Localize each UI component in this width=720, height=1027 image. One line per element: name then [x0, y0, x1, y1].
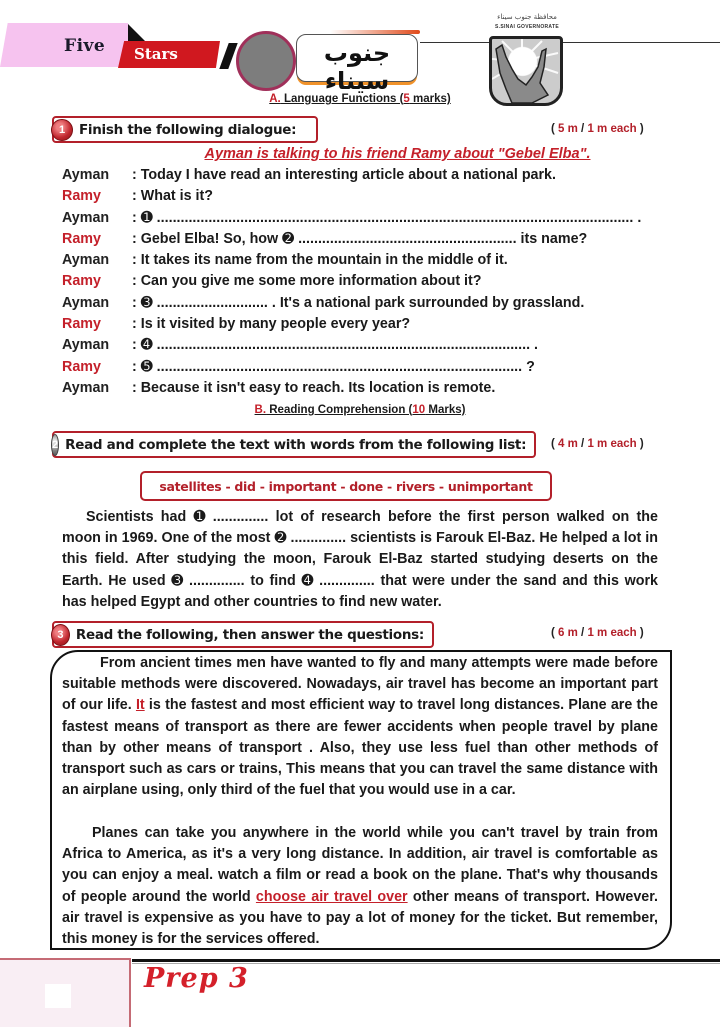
brand-name-five: Five [64, 36, 106, 56]
question-number-badge-icon: 3 [51, 624, 70, 646]
dialogue-line: Ayman : It takes its name from the mountain in the middle of it. [62, 252, 508, 269]
question-1-header [52, 116, 318, 143]
dialogue-line: Ayman : Because it isn't easy to reach. Its location is remote. [62, 379, 496, 396]
section-a-heading: A. Language Functions (5 marks) [269, 93, 451, 105]
completion-text: Scientists had ➊ .............. lot of research before the first person walked on the moon in 1969. One of the most ➋ .............. scientists is Farouk El-Baz. He helped a lot in this field. After studying the moon, Farouk El-Baz started studying deserts on the Earth. He used ➌ .............. to find ➍ .............. that were under the sand and this work has helped Egypt and other countries to find new water. [62, 509, 658, 610]
footer-square [45, 984, 71, 1008]
underlined-phrase: choose air travel over [255, 888, 408, 905]
question-1-title: Finish the following dialogue: [79, 121, 297, 138]
dialogue-line-blank-3[interactable]: Ayman : ➌ ............................ . It's a national park surrounded by grassland. [62, 294, 585, 311]
passage-paragraph-1: From ancient times men have wanted to fly and many attempts were made before suitable methods were discovered. Nowadays, air travel has become an important part of our life. It is the fastest and most efficient way to travel long distances. Plane are the fastest means of transport as there are fewer accidents when people travel by plane than by other means of transport . Also, they use less fuel than other methods of transport such as cars or trains, This means that you can travel the same distance with an airplane using, only third of the fuel that you would use in a car. [62, 655, 658, 799]
question-3-title: Read the following, then answer the questions: [75, 626, 424, 643]
dialogue [62, 165, 682, 399]
dialogue-context: Ayman is talking to his friend Ramy about "Gebel Elba". [204, 146, 591, 162]
header-rule [420, 42, 720, 43]
question-1-marks: ( 5 m / 1 m each ) [551, 123, 644, 135]
referent-it: It [135, 697, 145, 714]
governorate-title: جنوب سيناء [323, 39, 391, 95]
footer-rule [132, 959, 720, 962]
avatar-blurred [236, 31, 296, 91]
emblem-caption-english: S.SINAI GOVERNORATE [495, 24, 559, 30]
question-2-header [52, 431, 536, 458]
dialogue-line-blank-4[interactable]: Ayman : ➍ .............................................................................................. . [62, 337, 539, 354]
word-list-box: satellites - did - important - done - rivers - unimportant [140, 471, 552, 501]
divider-slash [219, 43, 237, 69]
brand-flag-shape [128, 24, 146, 42]
dialogue-line-blank-2[interactable]: Ramy : Gebel Elba! So, how ➋ ....................................................... its name? [62, 230, 588, 247]
dialogue-line: Ramy : What is it? [62, 188, 214, 205]
dialogue-line-blank-1[interactable]: Ayman : ➊ ........................................................................................................................ . [62, 209, 642, 226]
question-number-badge-icon: 1 [51, 119, 73, 141]
brand-name-stars: Stars [134, 45, 178, 63]
grade-label: Prep 3 [144, 963, 249, 994]
question-3-marks: ( 6 m / 1 m each ) [551, 627, 644, 639]
dialogue-line: Ramy : Is it visited by many people every year? [62, 316, 411, 333]
question-2-title: Read and complete the text with words from the following list: [65, 436, 527, 453]
question-2-marks: ( 4 m / 1 m each ) [551, 438, 644, 450]
section-b-heading: B. Reading Comprehension (10 Marks) [254, 404, 466, 416]
dialogue-line: Ramy : Can you give me some more information about it? [62, 273, 482, 290]
passage-paragraph-2: Planes can take you anywhere in the world while you can't travel by train from Africa to America, as it's a very long distance. In addition, air travel is comfortable as you can enjoy a meal. watch a film or read a book on the plane. That's why thousands of people around the world choose air travel over other means of transport. However. air travel is expensive as you have to pay a lot of money for the ticket. But remember, this money is for the services offered. [62, 825, 658, 948]
dialogue-line-blank-5[interactable]: Ramy : ➎ ............................................................................................ ? [62, 358, 535, 375]
dialogue-line: Ayman : Today I have read an interesting article about a national park. [62, 167, 556, 183]
question-number-badge-icon: 2 [51, 434, 59, 456]
emblem-caption-arabic: محافظة جنوب سيناء [497, 13, 557, 21]
question-3-header [52, 621, 434, 648]
